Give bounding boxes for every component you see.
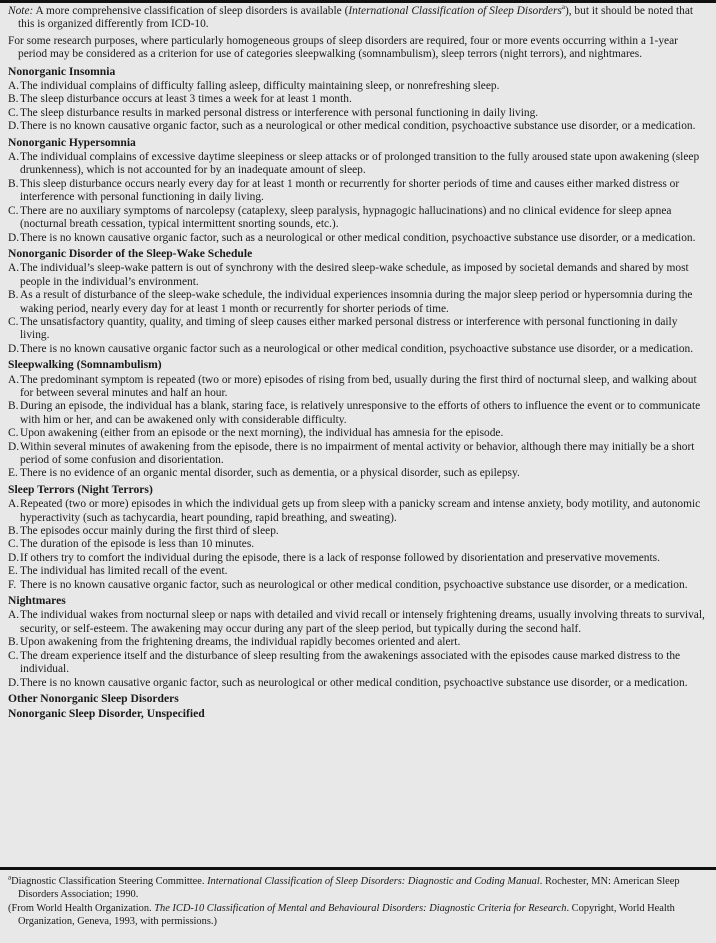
criterion-text: The individual’s sleep-wake pattern is out of synchrony with the desired sleep-wake schedule, as imposed by societal demands and shared by most people in the individual’s environment. [20,262,689,288]
criterion-label: B. [8,400,19,413]
note-label: Note: [8,5,34,17]
criterion-text: Repeated (two or more) episodes in which the individual gets up from sleep with a panicky scream and intense anxiety, body motility, and autonomic hyperactivity (such as tachycardia, heart pounding, rapid breathing, and sweating). [20,498,701,524]
criterion-text: There is no known causative organic factor, such as a neurological or other medical condition, psychoactive substance use disorder, or a medication. [20,231,696,244]
criterion-label: C. [8,427,19,440]
criterion-label: C. [8,204,19,217]
criterion [8,677,708,690]
criterion [8,636,708,649]
criterion-text: There is no known causative organic factor, such as neurological or other medical condition, psychoactive substance use disorder, or a medication. [20,676,688,689]
criterion [8,441,708,468]
source-text: (From World Health Organization. [8,903,155,915]
criterion-text: The individual complains of excessive daytime sleepiness or sleep attacks or of prolonged transition to the fully aroused state upon awakening (sleep drunkenness), which is not accounted for by an inadequate amount of sleep. [20,151,700,177]
criterion-label: B. [8,289,19,302]
criterion-label: C. [8,649,19,662]
criterion-label: C. [8,538,19,551]
reference-text-end: . Rochester, MN: American Sleep Disorders Association; 1990. [18,876,680,900]
section-title: Nonorganic Disorder of the Sleep-Wake Schedule [8,246,253,260]
section-title: Nonorganic Sleep Disorder, Unspecified [8,707,205,721]
criterion-text: There is no known causative organic factor, such as a neurological or other medical condition, psychoactive substance use disorder, or a medication. [20,120,696,133]
criterion-text: The predominant symptom is repeated (two or more) episodes of rising from bed, usually during the first third of nocturnal sleep, and walking about for between several minutes and half an hour. [20,373,697,399]
criterion-text: During an episode, the individual has a blank, staring face, is relatively unresponsive to the efforts of others to influence the event or to communicate with him or her, and can be awakened only with considerable difficulty. [20,400,701,426]
criterion-text: Upon awakening from the frightening dreams, the individual rapidly becomes oriented and alert. [20,636,461,649]
criterion-text: There is no known causative organic factor, such as neurological or other medical condition, psychoactive substance use disorder, or a medication. [20,578,688,591]
criterion-label: A. [8,498,20,511]
section [8,358,708,481]
criterion-text: Upon awakening (either from an episode or the next morning), the individual has amnesia for the episode. [20,427,504,440]
note-italic-title: International Classification of Sleep Disorders [348,5,562,17]
note-paragraph [8,5,708,32]
section [8,707,708,720]
criterion-label: B. [8,177,19,190]
criterion [8,427,708,440]
criterion-text: The episodes occur mainly during the first third of sleep. [20,525,279,538]
criterion-label: D. [8,676,20,689]
criterion [8,374,708,401]
criterion-label: D. [8,551,20,564]
criterion-label: C. [8,315,19,328]
section-title: Nonorganic Insomnia [8,64,116,78]
section-title: Nonorganic Hypersomnia [8,135,136,149]
section-title: Nightmares [8,594,66,608]
criterion [8,289,708,316]
criterion [8,316,708,343]
criterion [8,538,708,551]
criterion [8,343,708,356]
criterion-text: There are no auxiliary symptoms of narcolepsy (cataplexy, sleep paralysis, hypnagogic hallucinations) and no clinical evidence for sleep apnea (nocturnal breath cessation, typical intermittent snorting sounds, etc.). [20,204,672,231]
source-title: The ICD-10 Classification of Mental and Behavioural Disorders: Diagnostic Criteria for Research [154,903,567,915]
section [8,594,708,690]
criterion [8,151,708,178]
criterion-text: There is no evidence of an organic mental disorder, such as dementia, or a physical disorder, such as epilepsy. [20,467,520,480]
criteria-table [8,5,708,723]
criterion-text: The sleep disturbance results in marked personal distress or interference with personal functioning in daily living. [20,106,539,119]
criterion [8,609,708,636]
divider-rule [0,867,716,870]
criterion [8,579,708,592]
footnote-marker: a [561,3,565,12]
criterion-text: The unsatisfactory quantity, quality, and timing of sleep causes either marked personal distress or interference with personal functioning in daily living. [20,315,678,342]
reference-title: International Classification of Sleep Disorders: Diagnostic and Coding Manual [207,876,540,887]
section [8,483,708,592]
note-text-end: ), but it should be noted that this is organized differently from ICD-10. [18,5,694,31]
criterion-label: B. [8,93,19,106]
criterion-label: D. [8,231,20,244]
criterion-text: If others try to comfort the individual during the episode, there is a lack of response followed by disorientation and preservative movements. [20,551,660,564]
criterion-text: The dream experience itself and the disturbance of sleep resulting from the awakenings associated with the episodes cause marked distress to the individual. [20,649,681,676]
criterion [8,178,708,205]
criterion [8,107,708,120]
section [8,247,708,356]
criterion [8,552,708,565]
criterion [8,262,708,289]
sections [8,65,708,721]
section-title: Sleep Terrors (Night Terrors) [8,482,153,496]
criterion [8,525,708,538]
source-footnote [8,903,708,928]
criterion-label: A. [8,151,20,164]
criterion-label: B. [8,525,19,538]
section [8,65,708,134]
section-title: Other Nonorganic Sleep Disorders [8,691,179,705]
criterion-text: The sleep disturbance occurs at least 3 times a week for at least 1 month. [20,93,352,106]
criterion [8,467,708,480]
criterion [8,400,708,427]
criterion-label: D. [8,342,20,355]
source-text-end: . Copyright, World Health Organization, Geneva, 1993, with permissions.) [18,903,675,927]
criterion-text: Within several minutes of awakening from the episode, there is no impairment of mental activity or behavior, although there may initially be a short period of some confusion and disorientation. [20,440,695,466]
criterion-label: A. [8,262,20,275]
criterion-label: B. [8,636,19,649]
criterion-text: The individual complains of difficulty falling asleep, difficulty maintaining sleep, or nonrefreshing sleep. [20,80,500,93]
criterion [8,232,708,245]
criterion [8,650,708,677]
criterion-label: C. [8,106,19,119]
reference-text: Diagnostic Classification Steering Committee. [11,876,208,887]
criterion-label: D. [8,120,20,133]
criterion-label: A. [8,609,20,622]
criterion-label: F. [8,578,17,591]
reference-footnote [8,873,708,901]
research-paragraph: For some research purposes, where particularly homogeneous groups of sleep disorders are required, four or more events occurring within a 1-year period may be considered as a criterion for use of categories sleepwalking (somnambulism), sleep terrors (night terrors), and nightmares. [8,34,678,61]
criterion-text: The individual wakes from nocturnal sleep or naps with detailed and vivid recall or intensely frightening dreams, usually involving threats to survival, security, or self-esteem. The awakening may occur during any part of the sleep period, but typically during the second half. [20,609,705,635]
criterion [8,93,708,106]
criterion-text: The individual has limited recall of the event. [20,565,228,578]
criterion [8,498,708,525]
top-border [0,0,716,3]
criterion [8,80,708,93]
criterion-text: The duration of the episode is less than 10 minutes. [20,538,255,551]
criterion-label: A. [8,373,20,386]
criterion-text: This sleep disturbance occurs nearly every day for at least 1 month or recurrently for shorter periods of time and causes either marked distress or interference with personal functioning in daily living. [20,177,680,204]
criterion [8,205,708,232]
criterion-label: E. [8,565,18,578]
section [8,136,708,245]
criterion-text: There is no known causative organic factor such as a neurological or other medical condition, psychoactive substance use disorder, or a medication. [20,342,694,355]
criterion-label: A. [8,80,20,93]
note-text: A more comprehensive classification of sleep disorders is available ( [33,5,349,17]
criterion-label: E. [8,467,18,480]
criterion [8,120,708,133]
criterion-label: D. [8,440,20,453]
criterion [8,565,708,578]
section-title: Sleepwalking (Somnambulism) [8,358,162,372]
footnotes [8,873,708,930]
section [8,692,708,705]
footnote-marker: a [8,873,12,882]
criterion-text: As a result of disturbance of the sleep-wake schedule, the individual experiences insomnia during the major sleep period or hypersomnia during the waking period, nearly every day for at least 1 month or recurrently for shorter periods of time. [20,289,693,315]
